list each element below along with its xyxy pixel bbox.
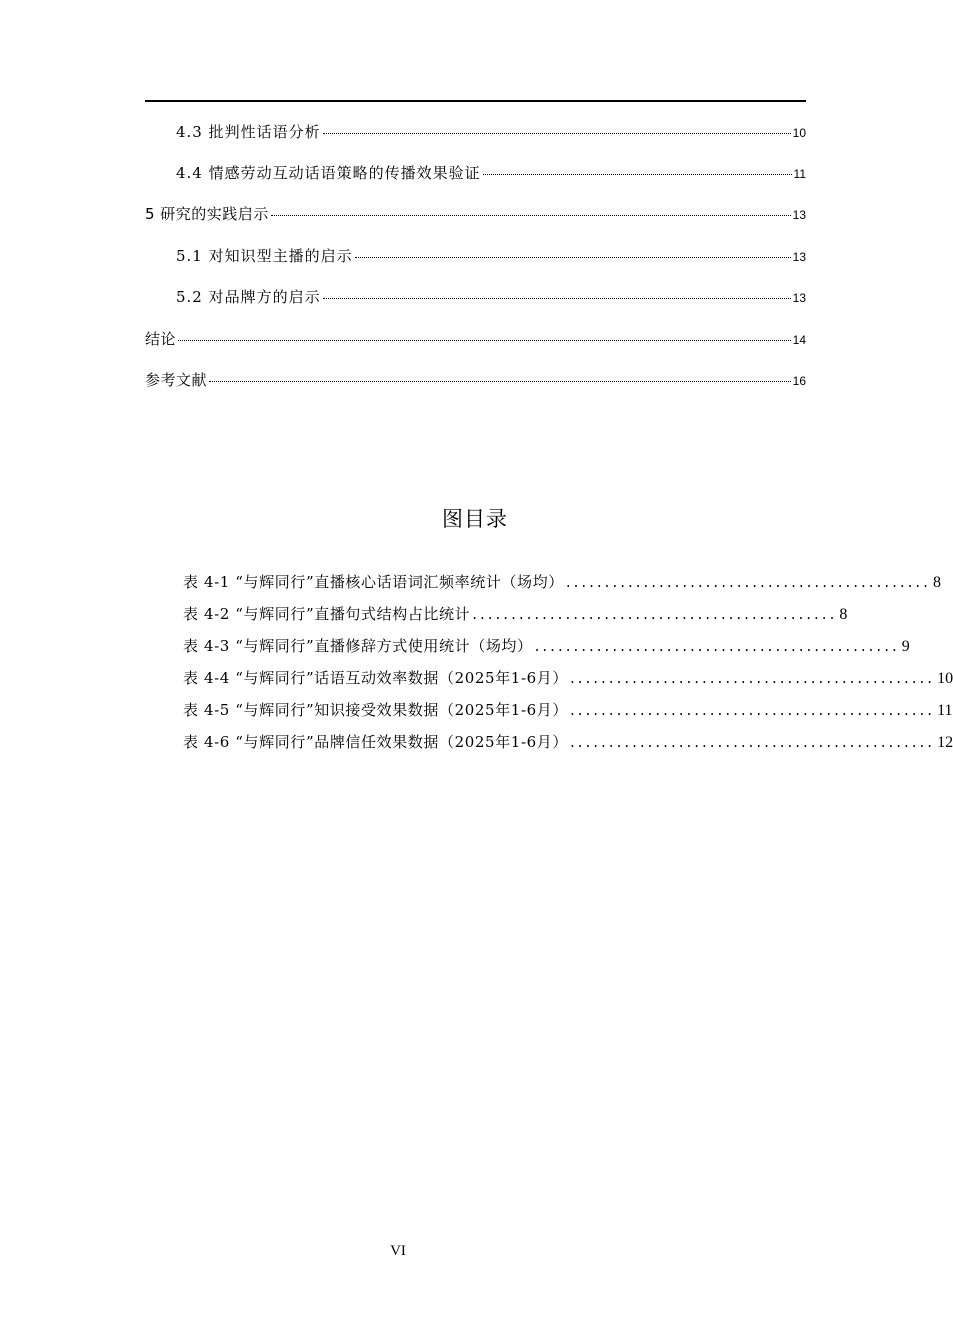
toc-leader xyxy=(355,257,791,258)
toc-entry-label: 5.1 对知识型主播的启示 xyxy=(176,247,353,265)
figure-entry[interactable] xyxy=(183,571,941,592)
toc-entry-5-1[interactable] xyxy=(176,245,806,267)
toc-entry-page: 13 xyxy=(792,208,806,222)
figure-entry[interactable] xyxy=(183,667,953,688)
toc-leader xyxy=(483,174,792,175)
figure-entry-label: 表 4-4 “与辉同行”话语互动效率数据（2025年1-6月） xyxy=(183,669,568,687)
toc-entry-page: 16 xyxy=(792,374,806,388)
toc-entry-page: 13 xyxy=(792,250,806,264)
toc-entry-label: 4.4 情感劳动互动话语策略的传播效果验证 xyxy=(176,164,481,182)
list-of-figures-title: 图目录 xyxy=(442,507,508,531)
header-rule xyxy=(145,100,806,102)
toc-leader xyxy=(323,133,791,134)
toc-leader xyxy=(323,298,791,299)
figure-entry-leader: ............................................... xyxy=(472,605,838,623)
figure-entry-page: 10 xyxy=(937,670,953,687)
figure-entry-leader: ............................................... xyxy=(565,573,931,591)
figure-entry-label: 表 4-2 “与辉同行”直播句式结构占比统计 xyxy=(183,605,471,623)
toc-leader xyxy=(178,340,791,341)
toc-entry-page: 14 xyxy=(792,333,806,347)
toc-leader xyxy=(271,215,791,216)
figure-entry-page: 8 xyxy=(932,574,941,591)
figure-entry-leader: ............................................... xyxy=(569,701,936,719)
toc-entry-page: 13 xyxy=(792,291,806,305)
toc-leader xyxy=(209,381,791,382)
figure-entry-page: 8 xyxy=(839,606,848,623)
toc-entry-label: 5 研究的实践启示 xyxy=(145,205,269,223)
figure-entry-leader: ............................................... xyxy=(569,733,936,751)
toc-entry-4-3[interactable] xyxy=(176,121,806,143)
figure-entry-leader: ............................................... xyxy=(534,637,900,655)
figure-entry[interactable] xyxy=(183,699,953,720)
page-number: VI xyxy=(390,1243,406,1259)
figure-entry-label: 表 4-3 “与辉同行”直播修辞方式使用统计（场均） xyxy=(183,637,533,655)
toc-entry-label: 参考文献 xyxy=(145,371,208,389)
figure-entry-leader: ............................................... xyxy=(569,669,936,687)
figure-entry[interactable] xyxy=(183,635,910,656)
figure-entry[interactable] xyxy=(183,603,848,624)
figure-entry-label: 表 4-5 “与辉同行”知识接受效果数据（2025年1-6月） xyxy=(183,701,568,719)
toc-entry-references[interactable] xyxy=(145,369,806,391)
figure-entry-page: 12 xyxy=(937,734,953,751)
toc-entry-5[interactable] xyxy=(145,203,806,225)
figure-entry-label: 表 4-1 “与辉同行”直播核心话语词汇频率统计（场均） xyxy=(183,573,564,591)
toc-entry-label: 4.3 批判性话语分析 xyxy=(176,123,321,141)
figure-entry-page: 9 xyxy=(901,638,910,655)
toc-entry-page: 11 xyxy=(793,167,806,181)
toc-entry-5-2[interactable] xyxy=(176,286,806,308)
figure-entry[interactable] xyxy=(183,731,953,752)
toc-entry-4-4[interactable] xyxy=(176,162,806,184)
figure-entry-page: 11 xyxy=(937,702,953,719)
toc-entry-page: 10 xyxy=(792,126,806,140)
figure-entry-label: 表 4-6 “与辉同行”品牌信任效果数据（2025年1-6月） xyxy=(183,733,568,751)
toc-entry-label: 结论 xyxy=(145,330,177,348)
toc-entry-conclusion[interactable] xyxy=(145,328,806,350)
toc-entry-label: 5.2 对品牌方的启示 xyxy=(176,288,321,306)
